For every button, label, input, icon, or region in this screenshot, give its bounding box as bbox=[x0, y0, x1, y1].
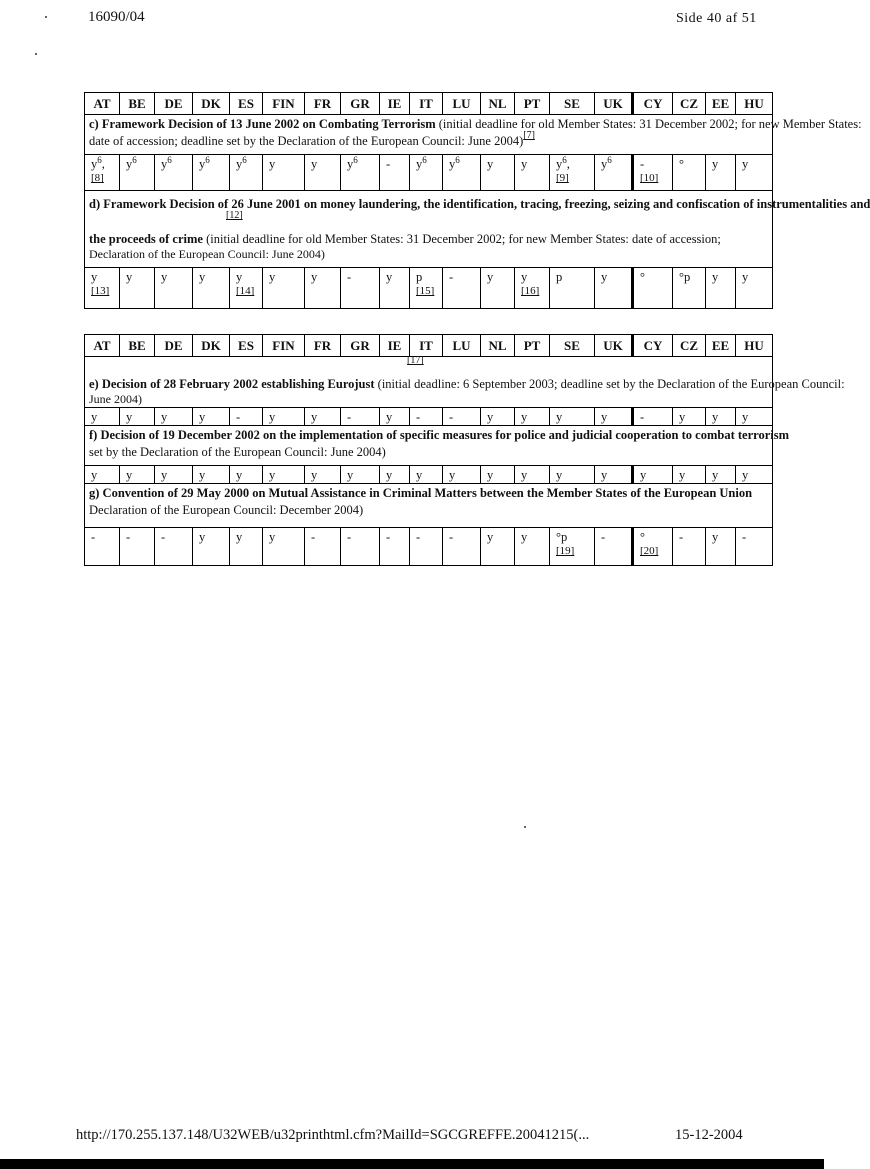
cell-value: y bbox=[311, 410, 318, 424]
cell-value: y bbox=[712, 410, 719, 424]
cell-c-nl bbox=[481, 155, 515, 191]
column-header-uk: UK bbox=[595, 93, 633, 115]
cell-g-gr bbox=[341, 528, 380, 566]
column-header-de: DE bbox=[155, 335, 193, 357]
cell-value: - bbox=[161, 530, 166, 544]
cell-c-de bbox=[155, 155, 193, 191]
cell-d-it bbox=[410, 268, 443, 309]
cell-c-es bbox=[230, 155, 263, 191]
cell-footnote: [8] bbox=[91, 172, 104, 184]
scan-speck bbox=[35, 53, 37, 55]
cell-g-ee bbox=[706, 528, 736, 566]
cell-d-hu bbox=[736, 268, 773, 309]
cell-value: - bbox=[386, 530, 391, 544]
cell-c-ie bbox=[380, 155, 410, 191]
cell-f-dk bbox=[193, 466, 230, 484]
cell-value: y bbox=[679, 468, 686, 482]
cell-value: y bbox=[521, 468, 528, 482]
cell-f-cz bbox=[673, 466, 706, 484]
cell-f-uk bbox=[595, 466, 633, 484]
column-header-ee: EE bbox=[706, 93, 736, 115]
cell-value: y bbox=[487, 530, 494, 544]
column-header-ee: EE bbox=[706, 335, 736, 357]
cell-d-cy bbox=[633, 268, 673, 309]
footer-date: 15-12-2004 bbox=[675, 1127, 743, 1143]
cell-value: - bbox=[236, 410, 241, 424]
cell-value: y bbox=[712, 468, 719, 482]
cell-footnote: [19] bbox=[556, 545, 575, 557]
column-header-hu: HU bbox=[736, 93, 773, 115]
cell-value: y bbox=[521, 410, 528, 424]
cell-value: p bbox=[556, 270, 563, 284]
cell-d-fr bbox=[305, 268, 341, 309]
cell-value: y bbox=[269, 410, 276, 424]
cell-value: y bbox=[199, 410, 206, 424]
column-header-it: IT bbox=[410, 93, 443, 115]
section-g-title: g) Convention of 29 May 2000 on Mutual Assistance in Criminal Matters between the Member States of the European Union Declaration of the European Council: December 2004) bbox=[85, 484, 773, 528]
cell-f-se bbox=[550, 466, 595, 484]
cell-g-nl bbox=[481, 528, 515, 566]
cell-e-de bbox=[155, 408, 193, 426]
cell-e-es bbox=[230, 408, 263, 426]
cell-e-cy bbox=[633, 408, 673, 426]
table-2 bbox=[84, 334, 845, 566]
cell-value: y bbox=[712, 270, 719, 284]
column-header-ie: IE bbox=[380, 93, 410, 115]
cell-f-it bbox=[410, 466, 443, 484]
column-header-de: DE bbox=[155, 93, 193, 115]
cell-c-gr bbox=[341, 155, 380, 191]
cell-e-pt bbox=[515, 408, 550, 426]
cell-value: $y^6$ bbox=[416, 154, 427, 171]
cell-e-lu bbox=[443, 408, 481, 426]
cell-value: y bbox=[712, 530, 719, 544]
cell-e-ee bbox=[706, 408, 736, 426]
cell-value: y bbox=[521, 530, 528, 544]
cell-value: $y^6$ bbox=[236, 154, 247, 171]
cell-value: $y^6$, bbox=[91, 154, 105, 171]
cell-g-se bbox=[550, 528, 595, 566]
cell-value: y bbox=[386, 270, 393, 284]
cell-c-lu bbox=[443, 155, 481, 191]
column-header-nl: NL bbox=[481, 93, 515, 115]
cell-value: y bbox=[161, 270, 168, 284]
column-header-se: SE bbox=[550, 335, 595, 357]
cell-g-dk bbox=[193, 528, 230, 566]
doc-id: 16090/04 bbox=[88, 9, 145, 25]
cell-value: y bbox=[742, 468, 749, 482]
cell-c-ee bbox=[706, 155, 736, 191]
cell-g-be bbox=[120, 528, 155, 566]
cell-e-ie bbox=[380, 408, 410, 426]
cell-value: y bbox=[487, 468, 494, 482]
cell-value: y bbox=[416, 468, 423, 482]
column-header-at: AT bbox=[85, 93, 120, 115]
cell-d-lu bbox=[443, 268, 481, 309]
cell-g-it bbox=[410, 528, 443, 566]
cell-value: y bbox=[556, 468, 563, 482]
cell-f-fr bbox=[305, 466, 341, 484]
cell-e-fr bbox=[305, 408, 341, 426]
cell-value: y bbox=[199, 468, 206, 482]
cell-g-de bbox=[155, 528, 193, 566]
cell-value: $y^6$ bbox=[161, 154, 172, 171]
cell-value: y bbox=[91, 410, 98, 424]
header-row bbox=[85, 335, 773, 357]
cell-value: - bbox=[91, 530, 96, 544]
cell-value: y bbox=[487, 410, 494, 424]
cell-value: - bbox=[311, 530, 316, 544]
cell-d-ee bbox=[706, 268, 736, 309]
cell-g-pt bbox=[515, 528, 550, 566]
cell-g-uk bbox=[595, 528, 633, 566]
column-header-es: ES bbox=[230, 335, 263, 357]
page-number: Side 40 af 51 bbox=[676, 11, 757, 26]
cell-g-lu bbox=[443, 528, 481, 566]
cell-f-fin bbox=[263, 466, 305, 484]
cell-e-be bbox=[120, 408, 155, 426]
column-header-cz: CZ bbox=[673, 93, 706, 115]
cell-value: y bbox=[236, 530, 243, 544]
column-header-cy: CY bbox=[633, 335, 673, 357]
column-header-cy: CY bbox=[633, 93, 673, 115]
cell-e-fin bbox=[263, 408, 305, 426]
cell-g-es bbox=[230, 528, 263, 566]
section-g-values bbox=[85, 528, 773, 566]
cell-c-uk bbox=[595, 155, 633, 191]
cell-value: ° bbox=[679, 157, 684, 171]
cell-value: y bbox=[487, 270, 494, 284]
cell-c-at bbox=[85, 155, 120, 191]
cell-value: y bbox=[126, 468, 133, 482]
cell-footnote: [20] bbox=[640, 545, 659, 557]
column-header-gr: GR bbox=[341, 93, 380, 115]
cell-value: y bbox=[311, 468, 318, 482]
cell-c-pt bbox=[515, 155, 550, 191]
cell-value: °p bbox=[556, 530, 568, 544]
cell-e-gr bbox=[341, 408, 380, 426]
cell-c-it bbox=[410, 155, 443, 191]
section-d-values bbox=[85, 268, 773, 309]
column-header-fin: FIN bbox=[263, 93, 305, 115]
section-f-row bbox=[85, 426, 773, 466]
cell-value: - bbox=[126, 530, 131, 544]
column-header-fr: FR bbox=[305, 335, 341, 357]
cell-e-hu bbox=[736, 408, 773, 426]
cell-value: - bbox=[679, 530, 684, 544]
cell-value: $y^6$ bbox=[449, 154, 460, 171]
cell-value: y bbox=[269, 157, 276, 171]
column-header-pt: PT bbox=[515, 335, 550, 357]
section-c-title: c) Framework Decision of 13 June 2002 on Combating Terrorism (initial deadline for old Member States: 31 December 2002; for new Member States: date of accession; deadline set by the Declaration of the European Council: June 2004)[7] bbox=[85, 115, 773, 155]
cell-value: y bbox=[742, 157, 749, 171]
cell-value: y bbox=[269, 468, 276, 482]
cell-value: y bbox=[521, 270, 528, 284]
column-header-dk: DK bbox=[193, 93, 230, 115]
column-header-se: SE bbox=[550, 93, 595, 115]
column-header-hu: HU bbox=[736, 335, 773, 357]
cell-value: y bbox=[601, 270, 608, 284]
cell-c-fr bbox=[305, 155, 341, 191]
column-header-lu: LU bbox=[443, 93, 481, 115]
cell-value: y bbox=[236, 468, 243, 482]
cell-c-be bbox=[120, 155, 155, 191]
column-header-fr: FR bbox=[305, 93, 341, 115]
cell-d-gr bbox=[341, 268, 380, 309]
cell-value: - bbox=[449, 530, 454, 544]
cell-e-se bbox=[550, 408, 595, 426]
cell-value: - bbox=[742, 530, 747, 544]
cell-value: y bbox=[386, 410, 393, 424]
cell-d-fin bbox=[263, 268, 305, 309]
cell-value: y bbox=[521, 157, 528, 171]
cell-value: $y^6$ bbox=[601, 154, 612, 171]
column-header-at: AT bbox=[85, 335, 120, 357]
section-f-title: f) Decision of 19 December 2002 on the implementation of specific measures for police and judicial cooperation to combat terrorism set by the Declaration of the European Council: June 2004) bbox=[85, 426, 773, 466]
cell-d-ie bbox=[380, 268, 410, 309]
cell-value: y bbox=[347, 468, 354, 482]
cell-value: y bbox=[640, 468, 647, 482]
cell-footnote: [14] bbox=[236, 285, 255, 297]
cell-d-es bbox=[230, 268, 263, 309]
cell-f-pt bbox=[515, 466, 550, 484]
cell-g-fin bbox=[263, 528, 305, 566]
cell-g-cz bbox=[673, 528, 706, 566]
table-1 bbox=[84, 92, 870, 309]
cell-g-fr bbox=[305, 528, 341, 566]
cell-value: y bbox=[556, 410, 563, 424]
cell-value: - bbox=[640, 157, 645, 171]
cell-value: °p bbox=[679, 270, 691, 284]
cell-f-hu bbox=[736, 466, 773, 484]
cell-value: - bbox=[347, 530, 352, 544]
column-header-cz: CZ bbox=[673, 335, 706, 357]
cell-value: y bbox=[386, 468, 393, 482]
cell-d-be bbox=[120, 268, 155, 309]
cell-g-ie bbox=[380, 528, 410, 566]
scan-edge bbox=[0, 1159, 824, 1169]
cell-f-be bbox=[120, 466, 155, 484]
cell-value: y bbox=[679, 410, 686, 424]
section-c-values bbox=[85, 155, 773, 191]
cell-d-de bbox=[155, 268, 193, 309]
cell-value: p bbox=[416, 270, 423, 284]
cell-value: - bbox=[449, 410, 454, 424]
section-d-row bbox=[85, 191, 773, 268]
cell-value: - bbox=[449, 270, 454, 284]
cell-value: - bbox=[640, 410, 645, 424]
cell-value: y bbox=[601, 410, 608, 424]
cell-c-dk bbox=[193, 155, 230, 191]
scan-speck bbox=[524, 826, 526, 828]
section-g-row bbox=[85, 484, 773, 528]
cell-e-dk bbox=[193, 408, 230, 426]
cell-d-at bbox=[85, 268, 120, 309]
section-e-values bbox=[85, 408, 773, 426]
column-header-nl: NL bbox=[481, 335, 515, 357]
column-header-be: BE bbox=[120, 93, 155, 115]
cell-value: y bbox=[742, 270, 749, 284]
cell-footnote: [13] bbox=[91, 285, 110, 297]
cell-c-fin bbox=[263, 155, 305, 191]
cell-value: y bbox=[199, 270, 206, 284]
column-header-pt: PT bbox=[515, 93, 550, 115]
cell-value: y bbox=[126, 270, 133, 284]
cell-value: $y^6$ bbox=[126, 154, 137, 171]
cell-g-hu bbox=[736, 528, 773, 566]
cell-e-it bbox=[410, 408, 443, 426]
cell-c-hu bbox=[736, 155, 773, 191]
section-f-values bbox=[85, 466, 773, 484]
column-header-gr: GR bbox=[341, 335, 380, 357]
cell-value: $y^6$, bbox=[556, 154, 570, 171]
cell-c-cz bbox=[673, 155, 706, 191]
cell-footnote: [15] bbox=[416, 285, 435, 297]
cell-value: $y^6$ bbox=[347, 154, 358, 171]
cell-d-pt bbox=[515, 268, 550, 309]
cell-value: y bbox=[199, 530, 206, 544]
cell-e-uk bbox=[595, 408, 633, 426]
cell-f-nl bbox=[481, 466, 515, 484]
cell-value: y bbox=[91, 270, 98, 284]
cell-footnote: [16] bbox=[521, 285, 540, 297]
cell-value: - bbox=[416, 410, 421, 424]
cell-value: y bbox=[712, 157, 719, 171]
cell-value: y bbox=[126, 410, 133, 424]
cell-e-cz bbox=[673, 408, 706, 426]
cell-value: - bbox=[347, 270, 352, 284]
column-header-fin: FIN bbox=[263, 335, 305, 357]
cell-value: y bbox=[161, 468, 168, 482]
cell-value: - bbox=[416, 530, 421, 544]
cell-e-at bbox=[85, 408, 120, 426]
column-header-be: BE bbox=[120, 335, 155, 357]
cell-value: y bbox=[487, 157, 494, 171]
cell-value: y bbox=[311, 270, 318, 284]
cell-f-at bbox=[85, 466, 120, 484]
section-e-row bbox=[85, 357, 773, 408]
cell-f-ee bbox=[706, 466, 736, 484]
cell-c-se bbox=[550, 155, 595, 191]
cell-value: y bbox=[449, 468, 456, 482]
cell-value: y bbox=[269, 270, 276, 284]
column-header-it: IT bbox=[410, 335, 443, 357]
cell-f-ie bbox=[380, 466, 410, 484]
cell-g-cy bbox=[633, 528, 673, 566]
cell-value: y bbox=[601, 468, 608, 482]
cell-footnote: [9] bbox=[556, 172, 569, 184]
scan-speck bbox=[45, 16, 47, 18]
cell-value: - bbox=[347, 410, 352, 424]
section-c-row bbox=[85, 115, 773, 155]
column-header-uk: UK bbox=[595, 335, 633, 357]
cell-d-nl bbox=[481, 268, 515, 309]
cell-value: y bbox=[742, 410, 749, 424]
section-e-title: [17] e) Decision of 28 February 2002 establishing Eurojust (initial deadline: 6 September 2003; deadline set by the Declaration of the European Council: June 2004) bbox=[85, 357, 773, 408]
cell-value: - bbox=[386, 157, 391, 171]
cell-value: y bbox=[236, 270, 243, 284]
cell-value: ° bbox=[640, 530, 645, 544]
header-row bbox=[85, 93, 773, 115]
column-header-dk: DK bbox=[193, 335, 230, 357]
cell-value: y bbox=[311, 157, 318, 171]
cell-value: ° bbox=[640, 270, 645, 284]
cell-value: y bbox=[91, 468, 98, 482]
cell-c-cy bbox=[633, 155, 673, 191]
cell-f-de bbox=[155, 466, 193, 484]
cell-g-at bbox=[85, 528, 120, 566]
cell-footnote: [10] bbox=[640, 172, 659, 184]
column-header-lu: LU bbox=[443, 335, 481, 357]
section-d-title: d) Framework Decision of 26 June 2001 on money laundering, the identification, tracing, freezing, seizing and confiscation of instrumentalities and [12] the proceeds of crime (initial deadline for old Member States: 31 December 2002; for new Member States: date of accession; Declaration of the European Council: June 2004) bbox=[85, 191, 773, 268]
column-header-es: ES bbox=[230, 93, 263, 115]
cell-value: y bbox=[269, 530, 276, 544]
cell-f-cy bbox=[633, 466, 673, 484]
cell-d-se bbox=[550, 268, 595, 309]
cell-d-dk bbox=[193, 268, 230, 309]
cell-value: y bbox=[161, 410, 168, 424]
cell-e-nl bbox=[481, 408, 515, 426]
footer-url: http://170.255.137.148/U32WEB/u32printhtml.cfm?MailId=SGCGREFFE.20041215(... bbox=[76, 1127, 590, 1143]
cell-f-es bbox=[230, 466, 263, 484]
column-header-ie: IE bbox=[380, 335, 410, 357]
cell-value: - bbox=[601, 530, 606, 544]
cell-f-gr bbox=[341, 466, 380, 484]
cell-d-uk bbox=[595, 268, 633, 309]
cell-value: $y^6$ bbox=[199, 154, 210, 171]
cell-d-cz bbox=[673, 268, 706, 309]
cell-f-lu bbox=[443, 466, 481, 484]
